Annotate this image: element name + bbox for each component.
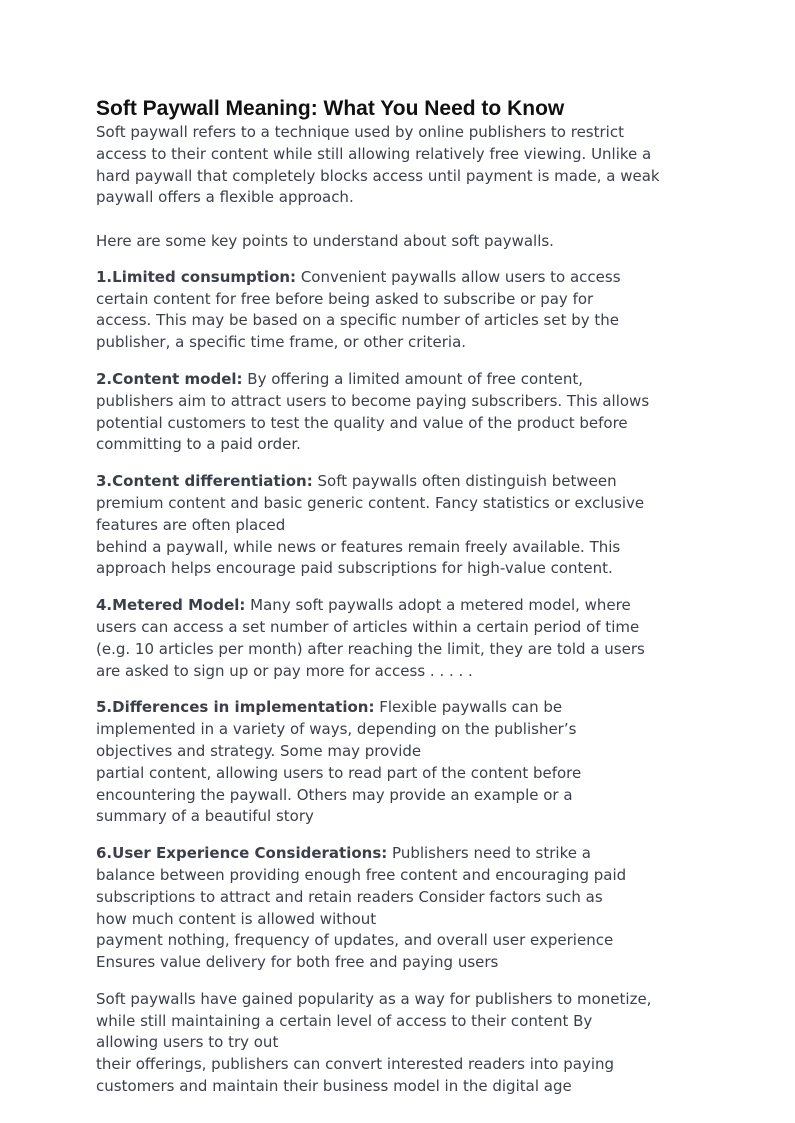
intro-line: Soft paywall refers to a technique used by online publishers to restrict xyxy=(96,123,624,141)
list-item xyxy=(96,369,706,456)
list-item xyxy=(96,843,706,974)
intro-line: Here are some key points to understand about soft paywalls. xyxy=(96,231,554,250)
list-item xyxy=(96,471,706,580)
list-item-line: publisher, a specific time frame, or other criteria. xyxy=(96,333,467,352)
closing-line: their offerings, publishers can convert interested readers into paying xyxy=(96,1055,615,1074)
closing-line: customers and maintain their business model in the digital age xyxy=(96,1077,572,1096)
list-item-line: behind a paywall, while news or features remain freely available. This xyxy=(96,537,621,556)
intro-line: hard paywall that completely blocks access until payment is made, a weak xyxy=(96,166,660,185)
intro-paragraph xyxy=(96,122,706,253)
list-item-heading: 4.Metered Model: xyxy=(96,596,246,615)
list-item xyxy=(96,595,706,682)
list-item-text: By offering a limited amount of free content, xyxy=(242,369,583,388)
list-item-line: publishers aim to attract users to become paying subscribers. This allows xyxy=(96,391,650,410)
list-item-line: features are often placed xyxy=(96,515,286,534)
closing-line: allowing users to try out xyxy=(96,1033,279,1052)
list-item-line: payment nothing, frequency of updates, and overall user experience xyxy=(96,931,614,950)
list-item-line: partial content, allowing users to read part of the content before xyxy=(96,763,582,782)
list-item-line: encountering the paywall. Others may provide an example or a xyxy=(96,785,573,804)
list-item-heading: 6.User Experience Considerations: xyxy=(96,844,388,863)
list-item-line: subscriptions to attract and retain readers Consider factors such as xyxy=(96,887,603,906)
list-item-line: access. This may be based on a specific number of articles set by the xyxy=(96,311,620,330)
intro-line: paywall offers a flexible approach. xyxy=(96,188,354,207)
page-title: Soft Paywall Meaning: What You Need to Know xyxy=(96,97,565,120)
list-item xyxy=(96,697,706,828)
list-item-text: Publishers need to strike a xyxy=(387,844,591,863)
list-item-heading: 2.Content model: xyxy=(96,369,243,388)
list-item-line: committing to a paid order. xyxy=(96,435,301,454)
list-item-line: are asked to sign up or pay more for access . . . . . xyxy=(96,661,473,680)
list-item-line: implemented in a variety of ways, depending on the publisher’s xyxy=(96,720,577,739)
list-item-line: users can access a set number of articles within a certain period of time xyxy=(96,617,640,636)
list-item-line: certain content for free before being asked to subscribe or pay for xyxy=(96,289,594,308)
list-item-line: premium content and basic generic content. Fancy statistics or exclusive xyxy=(96,493,645,512)
closing-line: Soft paywalls have gained popularity as a way for publishers to monetize, xyxy=(96,989,652,1008)
list-item-line: how much content is allowed without xyxy=(96,909,377,928)
closing-line: while still maintaining a certain level of access to their content By xyxy=(96,1011,593,1030)
list-item xyxy=(96,267,706,354)
list-item-line: approach helps encourage paid subscriptions for high-value content. xyxy=(96,559,613,578)
list-item-heading: 5.Differences in implementation: xyxy=(96,698,375,717)
list-item-line: Ensures value delivery for both free and paying users xyxy=(96,953,499,972)
list-item-text: Convenient paywalls allow users to access xyxy=(296,267,621,286)
list-item-heading: 1.Limited consumption: xyxy=(96,267,297,286)
closing-paragraph xyxy=(96,989,706,1098)
intro-spacer-line xyxy=(96,209,706,231)
list-item-line: summary of a beautiful story xyxy=(96,807,314,826)
list-item-heading: 3.Content differentiation: xyxy=(96,472,313,491)
list-item-text: Flexible paywalls can be xyxy=(374,698,563,717)
document-page xyxy=(96,96,706,1098)
list-item-text: Many soft paywalls adopt a metered model, where xyxy=(245,596,631,615)
list-item-line: potential customers to test the quality and value of the product before xyxy=(96,413,628,432)
list-item-line: objectives and strategy. Some may provide xyxy=(96,741,422,760)
list-item-line: (e.g. 10 articles per month) after reaching the limit, they are told a users xyxy=(96,639,645,658)
list-item-line: balance between providing enough free content and encouraging paid xyxy=(96,865,627,884)
list-item-text: Soft paywalls often distinguish between xyxy=(312,472,617,491)
intro-line: access to their content while still allowing relatively free viewing. Unlike a xyxy=(96,144,652,163)
